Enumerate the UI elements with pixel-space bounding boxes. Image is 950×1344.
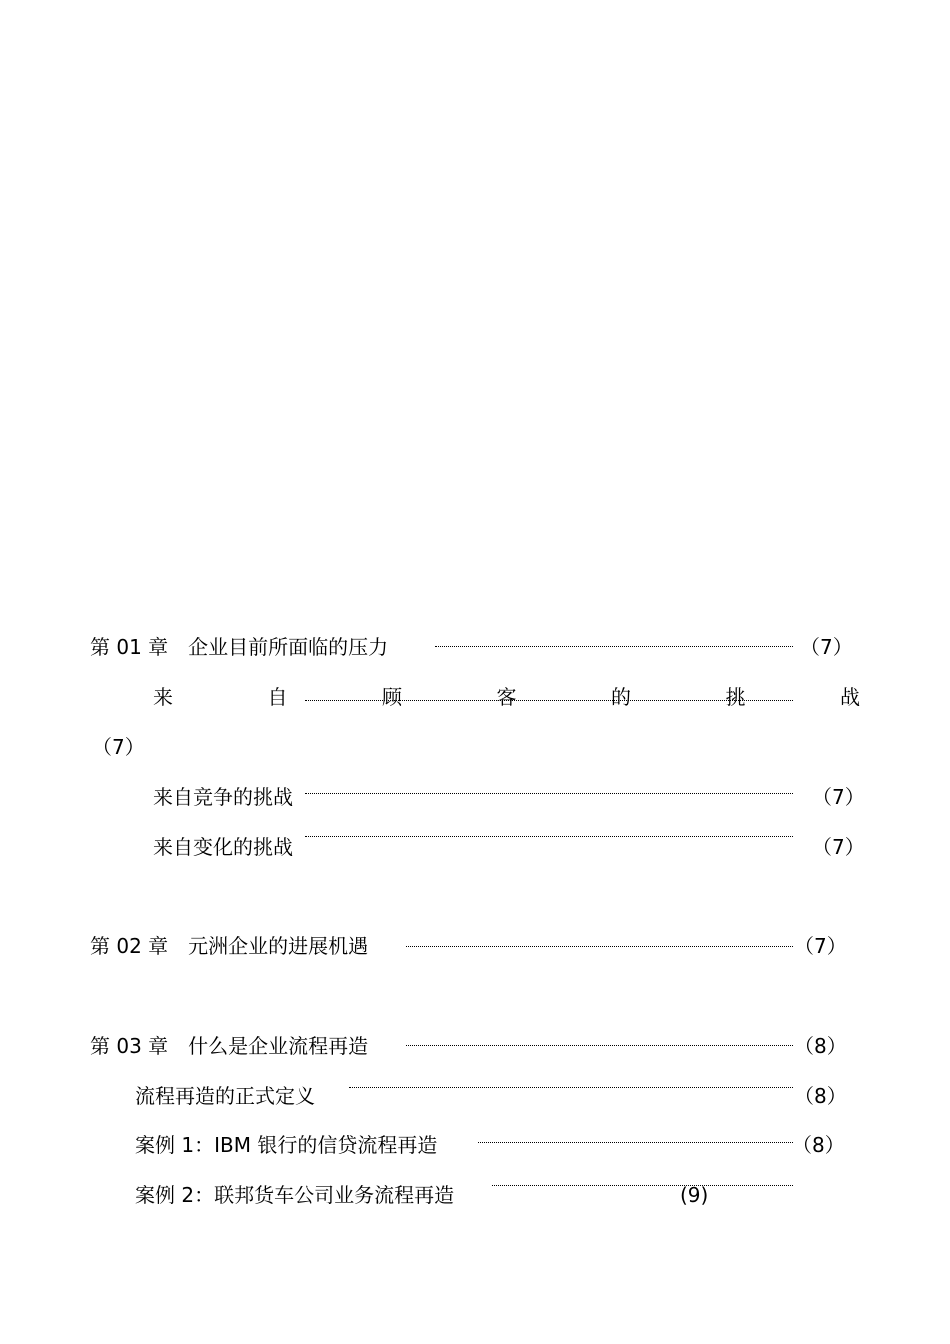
toc-leader-dots xyxy=(435,646,793,647)
toc-leader-dots xyxy=(349,1087,793,1088)
toc-leader-dots xyxy=(305,700,793,701)
toc-item-competition-challenge-page: （7） xyxy=(812,785,865,809)
toc-item-formal-definition-page: （8） xyxy=(794,1084,847,1108)
toc-chapter-01-title[interactable]: 第 01 章 企业目前所面临的压力 xyxy=(90,635,389,659)
toc-leader-dots xyxy=(305,793,793,794)
toc-item-char: 顾 xyxy=(382,685,402,709)
toc-item-case-2-page: (9) xyxy=(680,1183,709,1207)
toc-item-case-1-page: （8） xyxy=(792,1133,845,1157)
toc-item-competition-challenge[interactable]: 来自竞争的挑战 xyxy=(153,785,293,809)
toc-item-char: 自 xyxy=(267,685,288,709)
toc-leader-dots xyxy=(478,1142,793,1143)
toc-leader-dots xyxy=(305,836,793,837)
toc-item-case-1[interactable]: 案例 1：IBM 银行的信贷流程再造 xyxy=(135,1133,438,1157)
toc-item-char: 挑 xyxy=(725,685,746,709)
toc-leader-dots xyxy=(406,1045,793,1046)
toc-chapter-01-page: （7） xyxy=(800,635,853,659)
toc-item-char: 客 xyxy=(496,685,517,709)
toc-leader-dots xyxy=(406,946,793,947)
toc-item-change-challenge[interactable]: 来自变化的挑战 xyxy=(153,835,293,859)
toc-leader-dots xyxy=(492,1185,793,1186)
toc-item-customer-challenge-page: （7） xyxy=(92,735,145,759)
toc-chapter-02-title[interactable]: 第 02 章 元洲企业的进展机遇 xyxy=(90,934,369,958)
toc-item-customer-challenge[interactable] xyxy=(153,685,860,709)
toc-chapter-02-page: （7） xyxy=(794,934,847,958)
toc-item-change-challenge-page: （7） xyxy=(812,835,865,859)
toc-item-formal-definition[interactable]: 流程再造的正式定义 xyxy=(135,1084,315,1108)
toc-item-char: 来 xyxy=(153,685,173,709)
toc-item-char: 的 xyxy=(611,685,631,709)
toc-item-char: 战 xyxy=(840,685,860,709)
toc-chapter-03-title[interactable]: 第 03 章 什么是企业流程再造 xyxy=(90,1034,369,1058)
toc-chapter-03-page: （8） xyxy=(794,1034,847,1058)
toc-item-case-2[interactable]: 案例 2：联邦货车公司业务流程再造 xyxy=(135,1183,455,1207)
